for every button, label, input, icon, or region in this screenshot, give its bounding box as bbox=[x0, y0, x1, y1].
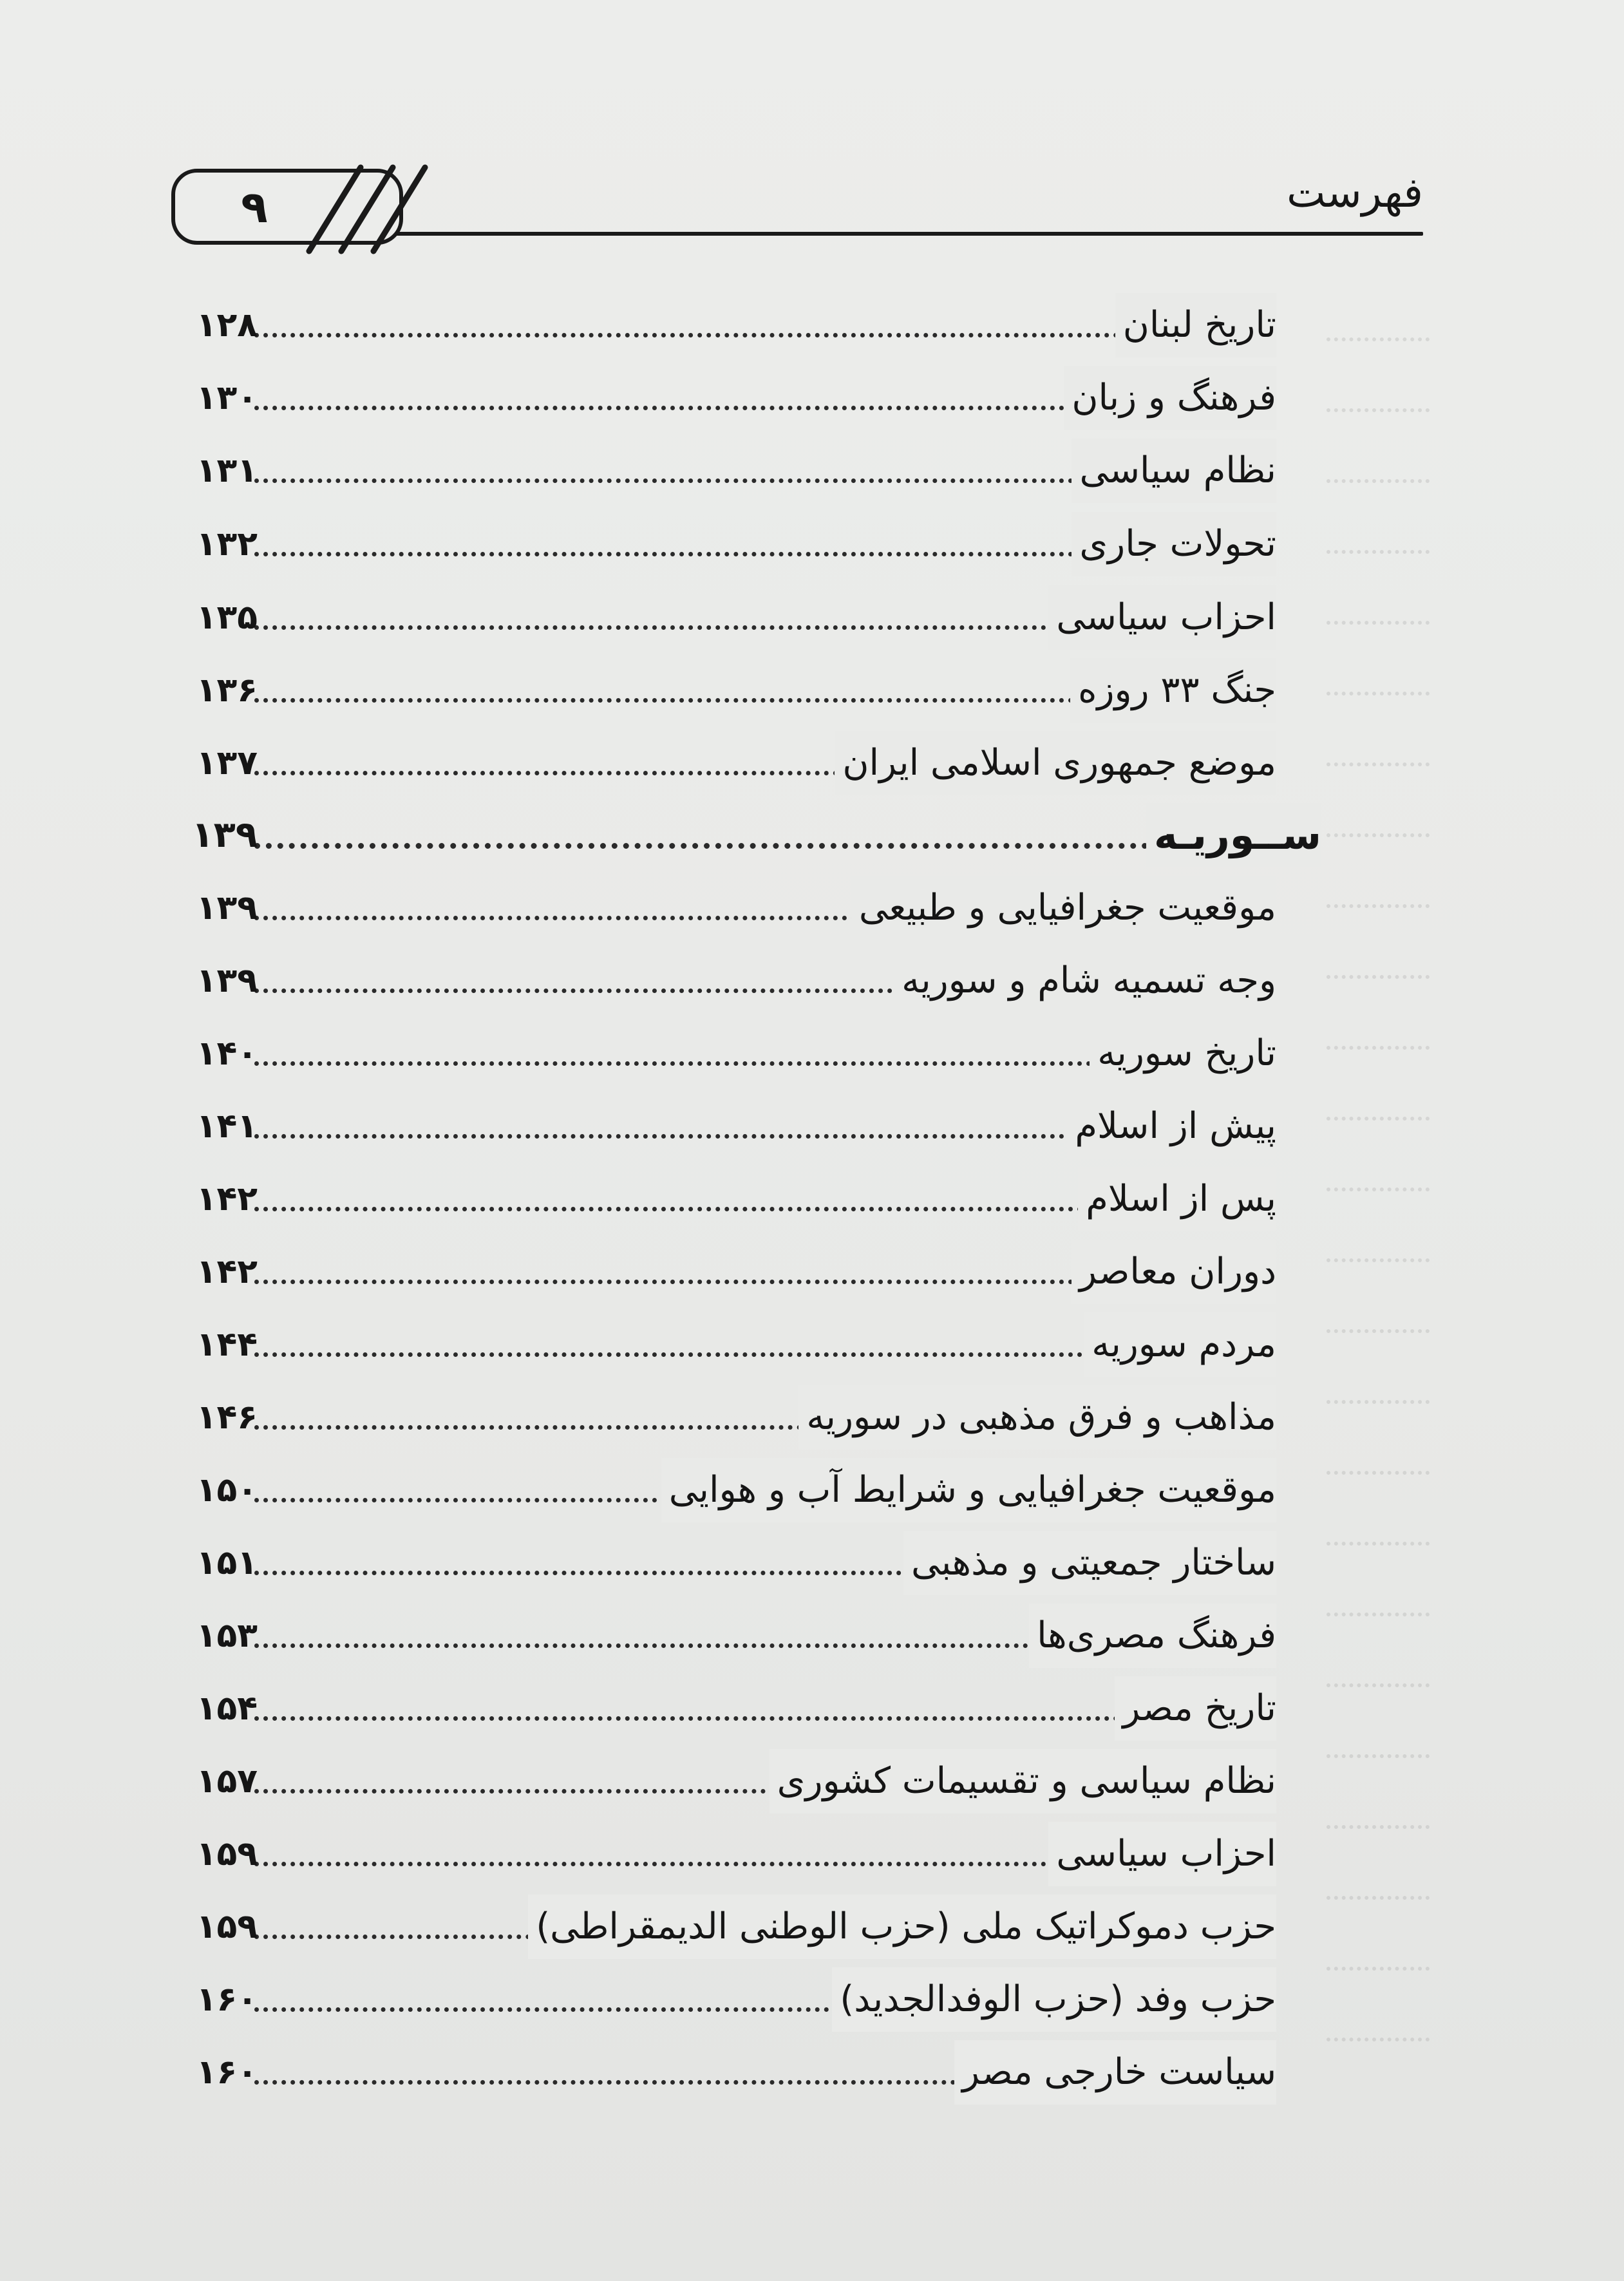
toc-entry-page: ۱۵۰ bbox=[196, 1471, 258, 1510]
toc-entry-title: وجه تسمیه شام و سوریه bbox=[894, 949, 1276, 1013]
toc-entry[interactable] bbox=[0, 1312, 1624, 1377]
toc-entry-page: ۱۴۴ bbox=[196, 1325, 258, 1364]
toc-entry-title: موضع جمهوری اسلامی ایران bbox=[835, 731, 1276, 795]
toc-entry-title: فرهنگ مصری‌ها bbox=[1029, 1604, 1276, 1668]
toc-entry-page: ۱۳۹ bbox=[196, 889, 258, 927]
toc-entry-page: ۱۵۴ bbox=[196, 1689, 258, 1728]
toc-entry-page: ۱۴۲ bbox=[196, 1180, 258, 1218]
toc-entry[interactable] bbox=[0, 512, 1624, 576]
toc-entry[interactable] bbox=[0, 1604, 1624, 1668]
toc-entry[interactable] bbox=[0, 1822, 1624, 1886]
triple-slash-ornament-icon bbox=[290, 155, 438, 264]
toc-entry[interactable] bbox=[0, 1385, 1624, 1450]
dot-leader bbox=[254, 843, 1263, 849]
toc-entry[interactable] bbox=[0, 1749, 1624, 1813]
toc-entry-page: ۱۳۷ bbox=[196, 744, 258, 782]
toc-entry-title: نظام سیاسی bbox=[1072, 439, 1276, 503]
dot-leader bbox=[254, 333, 1263, 337]
dot-leader bbox=[254, 1716, 1263, 1721]
page-header bbox=[0, 0, 1624, 270]
toc-entry[interactable] bbox=[0, 1967, 1624, 2032]
toc-entry-title: جنگ ۳۳ روزه bbox=[1070, 658, 1276, 723]
toc-entry-title: احزاب سیاسی bbox=[1048, 1822, 1276, 1886]
toc-entry-page: ۱۳۲ bbox=[196, 525, 258, 563]
toc-entry[interactable] bbox=[0, 1895, 1624, 1959]
toc-entry-page: ۱۲۸ bbox=[196, 306, 258, 345]
toc-entry[interactable] bbox=[0, 1240, 1624, 1304]
toc-entry[interactable] bbox=[0, 1676, 1624, 1741]
toc-entry[interactable] bbox=[0, 1531, 1624, 1595]
toc-entry-title: موقعیت جغرافیایی و شرایط آب و هوایی bbox=[661, 1458, 1276, 1522]
toc-entry-title: مردم سوریه bbox=[1084, 1312, 1276, 1377]
toc-entry-title: تاریخ مصر bbox=[1115, 1676, 1276, 1741]
toc-entry-title: موقعیت جغرافیایی و طبیعی bbox=[851, 876, 1276, 940]
toc-entry-title: پیش از اسلام bbox=[1067, 1094, 1276, 1159]
toc-section-heading[interactable] bbox=[0, 803, 1624, 867]
toc-entry-title: ساختار جمعیتی و مذهبی bbox=[903, 1531, 1276, 1595]
toc-entry[interactable] bbox=[0, 366, 1624, 430]
toc-entry-page: ۱۴۶ bbox=[196, 1398, 258, 1437]
toc-entry-page: ۱۵۹ bbox=[196, 1907, 258, 1946]
toc-entry-page: ۱۴۰ bbox=[196, 1034, 258, 1073]
header-title: فهرست bbox=[1287, 169, 1423, 217]
toc-entry-title: احزاب سیاسی bbox=[1048, 585, 1276, 650]
toc-entry-page: ۱۶۰ bbox=[196, 1980, 258, 2019]
toc-entry[interactable] bbox=[0, 658, 1624, 723]
toc-entry[interactable] bbox=[0, 949, 1624, 1013]
toc-entry[interactable] bbox=[0, 1094, 1624, 1159]
toc-entry-page: ۱۴۱ bbox=[196, 1107, 258, 1146]
toc-entry-page: ۱۳۹ bbox=[191, 814, 258, 856]
toc-entry[interactable] bbox=[0, 439, 1624, 503]
toc-entry-title: تاریخ سوریه bbox=[1090, 1021, 1276, 1086]
toc-entry-page: ۱۳۵ bbox=[196, 598, 258, 637]
toc-entry[interactable] bbox=[0, 293, 1624, 357]
toc-entry[interactable] bbox=[0, 1167, 1624, 1231]
page-number: ۹ bbox=[241, 182, 268, 233]
toc-entry-page: ۱۳۹ bbox=[196, 961, 258, 1000]
toc-entry-title: تحولات جاری bbox=[1072, 512, 1276, 576]
toc-entry-page: ۱۵۱ bbox=[196, 1544, 258, 1582]
toc-entry-title: پس از اسلام bbox=[1078, 1167, 1276, 1231]
toc-entry-title: سیاست خارجی مصر bbox=[954, 2040, 1276, 2105]
toc-entry-title: مذاهب و فرق مذهبی در سوریه bbox=[798, 1385, 1276, 1450]
toc-entry[interactable] bbox=[0, 585, 1624, 650]
toc-entry[interactable] bbox=[0, 876, 1624, 940]
toc-entry-page: ۱۵۳ bbox=[196, 1616, 258, 1655]
toc-entry[interactable] bbox=[0, 1021, 1624, 1086]
toc-entry-page: ۱۶۰ bbox=[196, 2053, 258, 2092]
toc-entry[interactable] bbox=[0, 1458, 1624, 1522]
toc-entry-title: نظام سیاسی و تقسیمات کشوری bbox=[770, 1749, 1276, 1813]
toc-entry-page: ۱۳۶ bbox=[196, 671, 258, 710]
toc-entry-page: ۱۴۲ bbox=[196, 1253, 258, 1291]
toc-entry-page: ۱۳۱ bbox=[196, 451, 258, 490]
toc-entry-title: حزب دموکراتیک ملی (حزب الوطنی الدیمقراطی) bbox=[528, 1895, 1276, 1959]
toc-entry-page: ۱۵۷ bbox=[196, 1762, 258, 1801]
toc-entry[interactable] bbox=[0, 731, 1624, 795]
toc-entry-title: حزب وفد (حزب الوفدالجدید) bbox=[832, 1967, 1276, 2032]
header-rule bbox=[361, 232, 1423, 236]
toc-section-title: ســوریـه bbox=[1146, 803, 1321, 867]
toc-entry[interactable] bbox=[0, 2040, 1624, 2105]
toc-entry-page: ۱۳۰ bbox=[196, 379, 258, 417]
toc-entry-title: تاریخ لبنان bbox=[1115, 293, 1276, 357]
toc-entry-title: فرهنگ و زبان bbox=[1064, 366, 1276, 430]
toc-entry-page: ۱۵۹ bbox=[196, 1835, 258, 1873]
toc-entry-title: دوران معاصر bbox=[1072, 1240, 1276, 1304]
